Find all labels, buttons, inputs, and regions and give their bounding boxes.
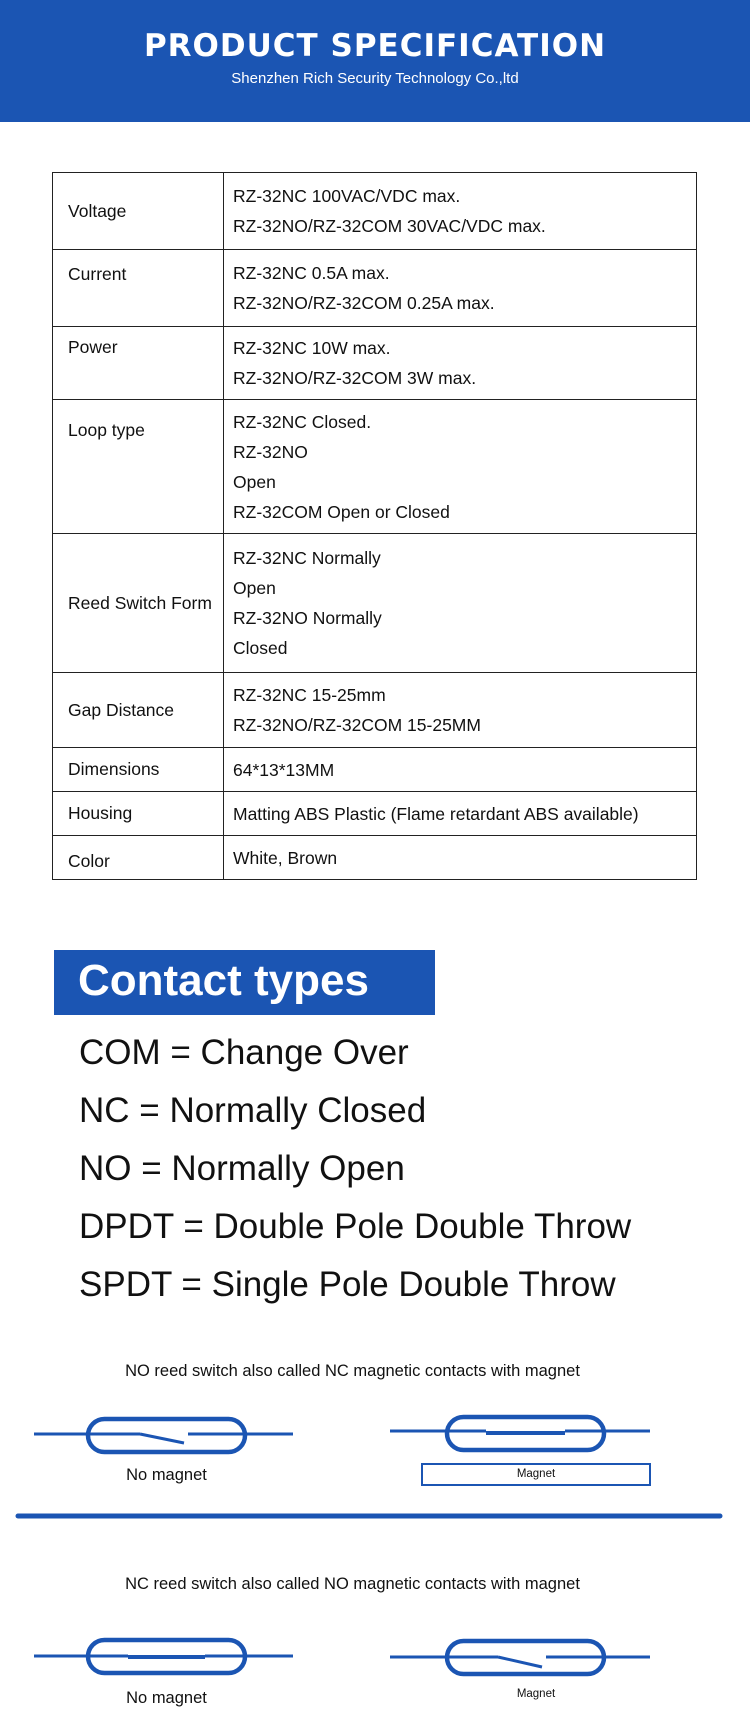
no-magnet-label: No magnet xyxy=(126,1689,207,1707)
no-switch-caption: NO reed switch also called NC magnetic contacts with magnet xyxy=(125,1362,580,1380)
spec-value-line: RZ-32NO/RZ-32COM 3W max. xyxy=(233,368,477,388)
spec-label: Current xyxy=(53,250,224,327)
spec-value-line: RZ-32NO/RZ-32COM 30VAC/VDC max. xyxy=(233,216,546,236)
spec-value-line: RZ-32NO Normally xyxy=(233,608,382,628)
spec-value-line: Matting ABS Plastic (Flame retardant ABS available) xyxy=(233,803,639,824)
magnet-label: Magnet xyxy=(516,1688,556,1700)
spec-value-line: RZ-32NO/RZ-32COM 15-25MM xyxy=(233,715,481,735)
contact-type-item: NO = Normally Open xyxy=(79,1149,405,1188)
page-title: PRODUCT SPECIFICATION xyxy=(143,28,607,64)
spec-value-line: White, Brown xyxy=(233,847,338,868)
reed-switch-closed-icon xyxy=(34,1640,293,1673)
spec-value-line: Closed xyxy=(233,638,288,658)
spec-label: Power xyxy=(53,327,224,400)
magnet-label: Magnet xyxy=(516,1468,556,1480)
spec-label: Dimensions xyxy=(53,748,224,792)
contact-types-title: Contact types xyxy=(78,956,369,1005)
company-name: Shenzhen Rich Security Technology Co.,ltd xyxy=(231,70,519,87)
spec-label: Reed Switch Form xyxy=(53,534,224,673)
spec-value-line: RZ-32NC Closed. xyxy=(233,411,372,432)
nc-switch-caption: NC reed switch also called NO magnetic contacts with magnet xyxy=(125,1575,580,1593)
spec-label: Color xyxy=(53,836,224,880)
spec-value-line: RZ-32COM Open or Closed xyxy=(233,501,450,522)
reed-switch-closed-icon xyxy=(390,1417,650,1450)
contact-type-item: NC = Normally Closed xyxy=(79,1091,427,1130)
no-magnet-label: No magnet xyxy=(126,1466,207,1484)
spec-value-line: RZ-32NO/RZ-32COM 0.25A max. xyxy=(233,293,495,313)
spec-label: Gap Distance xyxy=(53,673,224,748)
spec-value-line: Open xyxy=(233,471,276,492)
reed-switch-open-icon xyxy=(390,1641,650,1674)
reed-switch-open-icon xyxy=(34,1419,293,1452)
spec-value-line: RZ-32NC Normally xyxy=(233,548,381,568)
spec-label: Loop type xyxy=(53,400,224,534)
spec-value-line: RZ-32NC 0.5A max. xyxy=(233,263,390,283)
contact-type-item: DPDT = Double Pole Double Throw xyxy=(79,1207,632,1246)
contact-type-item: SPDT = Single Pole Double Throw xyxy=(79,1265,616,1304)
spec-value-line: RZ-32NO xyxy=(233,441,308,462)
spec-label: Voltage xyxy=(53,173,224,250)
magnet-block xyxy=(421,1463,651,1486)
spec-value-line: RZ-32NC 15-25mm xyxy=(233,685,386,705)
spec-value-line: RZ-32NC 10W max. xyxy=(233,338,391,358)
spec-value-line: Open xyxy=(233,578,276,598)
spec-value-line: RZ-32NC 100VAC/VDC max. xyxy=(233,186,461,206)
spec-value-line: 64*13*13MM xyxy=(233,759,335,780)
contact-type-item: COM = Change Over xyxy=(79,1033,409,1072)
spec-label: Housing xyxy=(53,792,224,836)
